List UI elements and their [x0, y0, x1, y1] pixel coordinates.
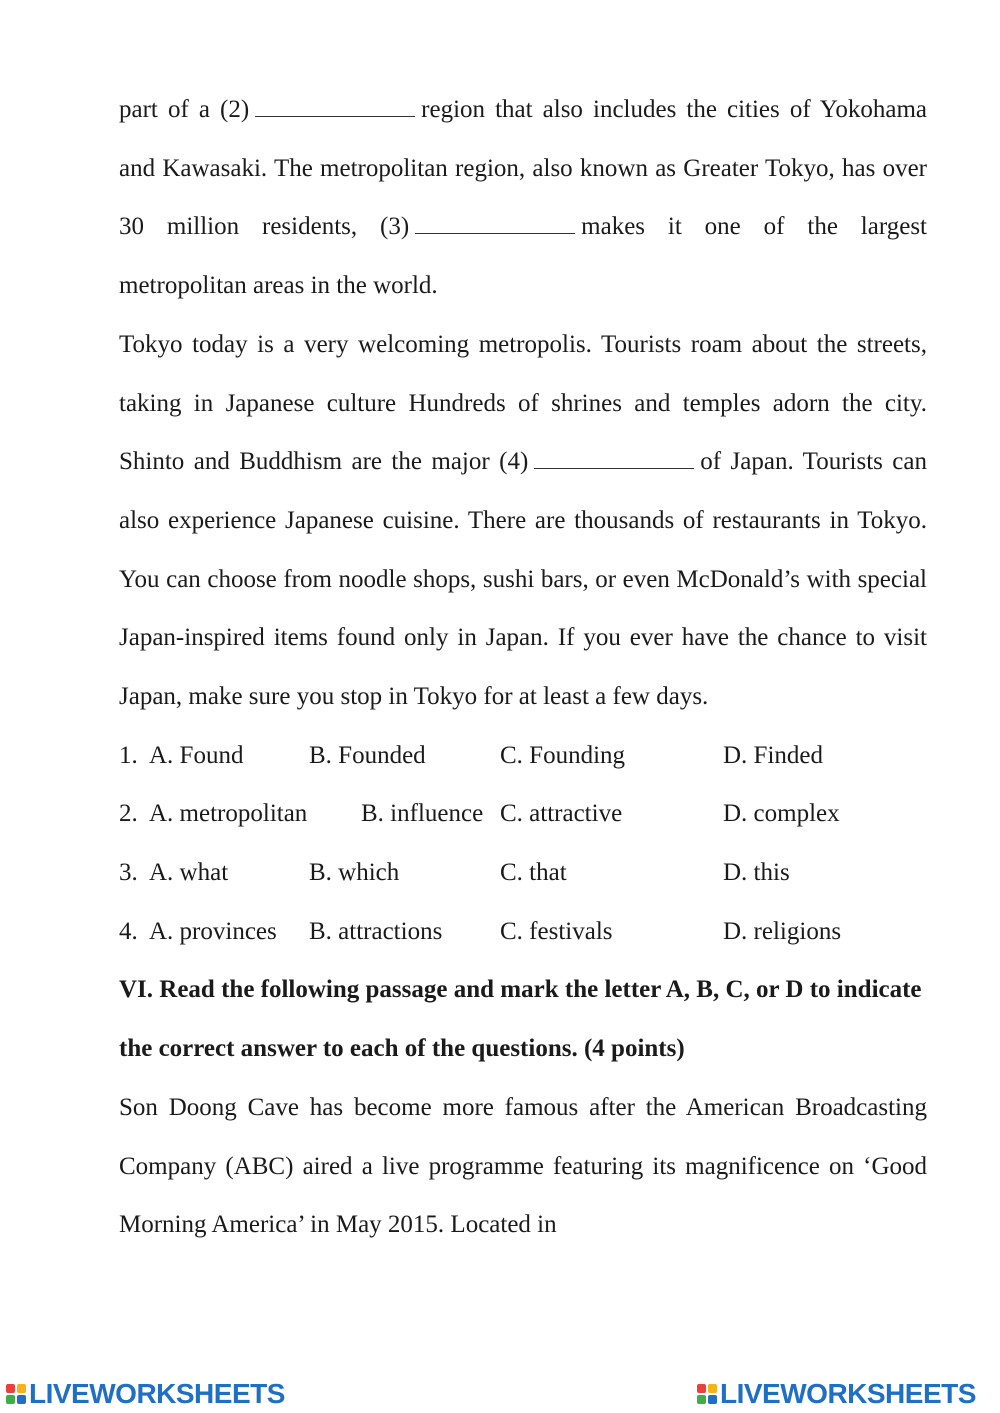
- paragraph-text: Tokyo today is a very welcoming metropolis. Tourists roam about the streets, taking in Japanese culture Hundreds of shrines and temples adorn the city. Shinto and Buddhism are the major (4): [119, 330, 927, 476]
- option-a[interactable]: A. what: [149, 859, 229, 887]
- logo-square: [708, 1384, 717, 1393]
- answer-blank-2[interactable]: [255, 96, 415, 117]
- logo-square: [17, 1395, 26, 1404]
- logo-square: [697, 1395, 706, 1404]
- liveworksheets-logo-right: [697, 1378, 976, 1410]
- paragraph-text: part of a (2): [119, 96, 250, 123]
- option-c[interactable]: C. attractive: [500, 800, 623, 828]
- option-a[interactable]: A. provinces: [149, 917, 277, 945]
- logo-square: [6, 1395, 15, 1404]
- option-c[interactable]: C. festivals: [500, 917, 613, 945]
- paragraph-text: region that also includes the cities of Yokohama and Kawasaki. The metropolitan region, also known as Greater Tokyo, has over 30 million residents, (3): [119, 96, 927, 241]
- question-number: 4.: [119, 917, 138, 945]
- logo-grid-icon: [697, 1384, 717, 1404]
- brand-name: LIVEWORKSHEETS: [720, 1378, 976, 1409]
- paragraph-text: of Japan. Tourists can also experience Japanese cuisine. There are thousands of restaurants in Tokyo. You can choose from noodle shops, sushi bars, or even McDonald’s with special Japan-inspired items found only in Japan. If you ever have the chance to visit Japan, make sure you stop in Tokyo for at least a few days.: [119, 448, 928, 711]
- question-row-4: [119, 903, 927, 962]
- option-a[interactable]: A. metropolitan: [149, 800, 308, 828]
- option-b[interactable]: B. attractions: [309, 917, 443, 945]
- logo-square: [6, 1384, 15, 1393]
- option-c[interactable]: C. Founding: [500, 741, 626, 769]
- option-b[interactable]: B. influence: [361, 800, 484, 828]
- answer-blank-3[interactable]: [415, 213, 575, 234]
- worksheet-page: [119, 81, 927, 1255]
- question-row-2: [119, 785, 927, 844]
- section-vi-passage: Son Doong Cave has become more famous after the American Broadcasting Company (ABC) aired a live programme featuring its magnificence on ‘Good Morning America’ in May 2015. Located in: [119, 1093, 927, 1239]
- paragraph-text: makes it one of the largest metropolitan areas in the world.: [119, 213, 927, 300]
- option-d[interactable]: D. this: [723, 859, 790, 887]
- question-number: 3.: [119, 859, 138, 887]
- question-number: 1.: [119, 741, 138, 769]
- question-number: 2.: [119, 800, 138, 828]
- option-a[interactable]: A. Found: [149, 741, 244, 769]
- question-row-1: [119, 727, 927, 786]
- option-b[interactable]: B. Founded: [309, 741, 426, 769]
- option-b[interactable]: B. which: [309, 859, 400, 887]
- option-d[interactable]: D. Finded: [723, 741, 823, 769]
- logo-grid-icon: [6, 1384, 26, 1404]
- brand-name: LIVEWORKSHEETS: [29, 1378, 285, 1409]
- option-c[interactable]: C. that: [500, 859, 567, 887]
- passage-paragraph-1: [119, 81, 927, 316]
- liveworksheets-logo-left: [6, 1378, 285, 1410]
- logo-square: [697, 1384, 706, 1393]
- section-vi-heading: VI. Read the following passage and mark the letter A, B, C, or D to indicate the correct answer to each of the questions. (4 points): [119, 976, 922, 1063]
- question-row-3: [119, 844, 927, 903]
- option-d[interactable]: D. complex: [723, 800, 840, 828]
- option-d[interactable]: D. religions: [723, 917, 842, 945]
- answer-blank-4[interactable]: [534, 448, 694, 469]
- logo-square: [708, 1395, 717, 1404]
- passage-paragraph-2: [119, 316, 927, 727]
- logo-square: [17, 1384, 26, 1393]
